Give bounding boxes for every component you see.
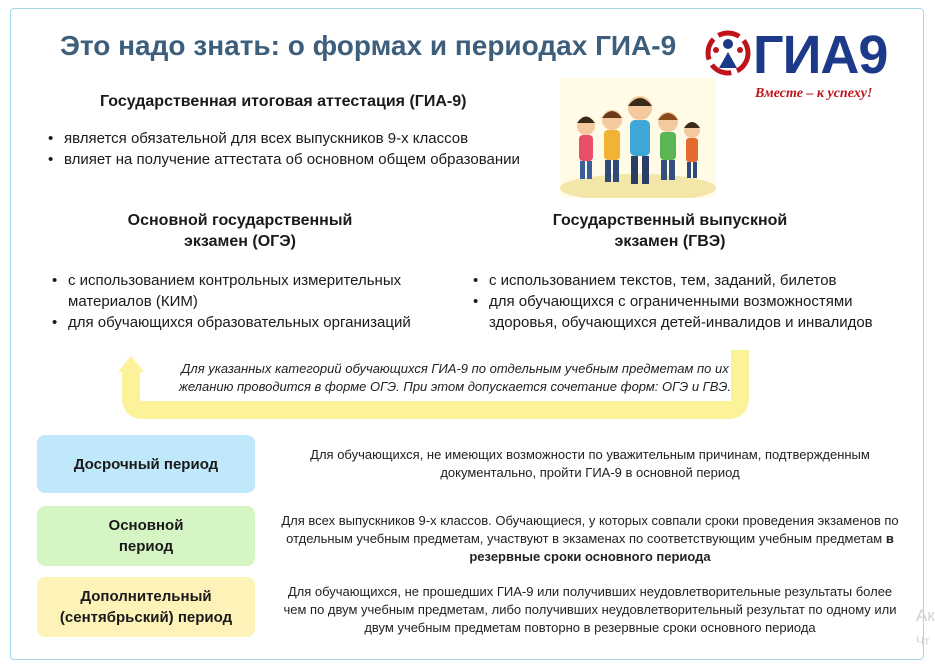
list-item: • с использованием текстов, тем, заданий, билетов — [467, 270, 887, 291]
main-period-text: Основной — [108, 517, 184, 534]
gve-title-line: экзамен (ГВЭ) — [614, 233, 726, 250]
slide-title: Это надо знать: о формах и периодах ГИА-9 — [60, 30, 677, 61]
main-period-description — [280, 512, 900, 566]
students-illustration — [560, 78, 716, 198]
note-line: Для указанных категорий обучающихся ГИА-9 по отдельным учебным предметам по их — [181, 361, 729, 376]
gve-title — [520, 210, 820, 252]
oge-title — [90, 210, 390, 252]
watermark-text: Ак — [916, 606, 935, 625]
additional-period-text: (сентябрьский) период — [59, 609, 233, 626]
early-period-label — [37, 435, 255, 493]
oge-title-line: экзамен (ОГЭ) — [184, 233, 296, 250]
additional-period-label — [37, 577, 255, 637]
note-line: желанию проводится в форме ОГЭ. При этом допускается сочетание форм: ОГЭ и ГВЭ. — [178, 379, 732, 394]
list-item: • с использованием контрольных измерительных материалов (КИМ) — [46, 270, 446, 312]
oge-bullet-list — [46, 270, 446, 333]
main-period-description-text: Для всех выпускников 9-х классов. Обучающиеся, у которых совпали сроки проведения экзаменов по отдельным учебным предметам, участвуют в экзаменах по соответствующим учебным предметам — [281, 513, 899, 546]
additional-period-description: Для обучающихся, не прошедших ГИА-9 или получивших неудовлетворительные результаты более чем по двум учебным предметам, либо получивших неудовлетворительный результат по одному или двум учебным предметам повторно в резервные сроки основного периода — [283, 584, 897, 635]
logo-people-icon — [705, 30, 751, 76]
list-item: • для обучающихся с ограниченными возможностями здоровья, обучающихся детей-инвалидов и инвалидов — [467, 291, 887, 333]
main-period-text: период — [118, 538, 174, 555]
logo-slogan: Вместе – к успеху! — [755, 86, 873, 101]
main-period-description-bold: в резервные сроки основного периода — [469, 531, 894, 564]
gve-title-line: Государственный выпускной — [552, 212, 788, 229]
gve-bullet-list — [467, 270, 887, 333]
combination-note — [150, 360, 760, 396]
early-period-description: Для обучающихся, не имеющих возможности по уважительным причинам, подтвержденным документально, пройти ГИА-9 в основной период — [310, 447, 870, 480]
additional-period-text: Дополнительный — [80, 588, 212, 605]
gia-bullet-list — [42, 128, 520, 170]
list-item: • влияет на получение аттестата об основном общем образовании — [42, 149, 520, 170]
main-period-label — [37, 506, 255, 566]
list-item: • является обязательной для всех выпускников 9-х классов — [42, 128, 520, 149]
watermark-text: Чт — [916, 634, 930, 648]
list-item: • для обучающихся образовательных организаций — [46, 312, 446, 333]
gia-title: Государственная итоговая аттестация (ГИА-9) — [100, 93, 467, 110]
logo-text: ГИА9 — [753, 25, 888, 85]
early-period-text: Досрочный период — [73, 455, 219, 473]
gia9-logo — [705, 25, 905, 108]
oge-title-line: Основной государственный — [127, 212, 353, 229]
